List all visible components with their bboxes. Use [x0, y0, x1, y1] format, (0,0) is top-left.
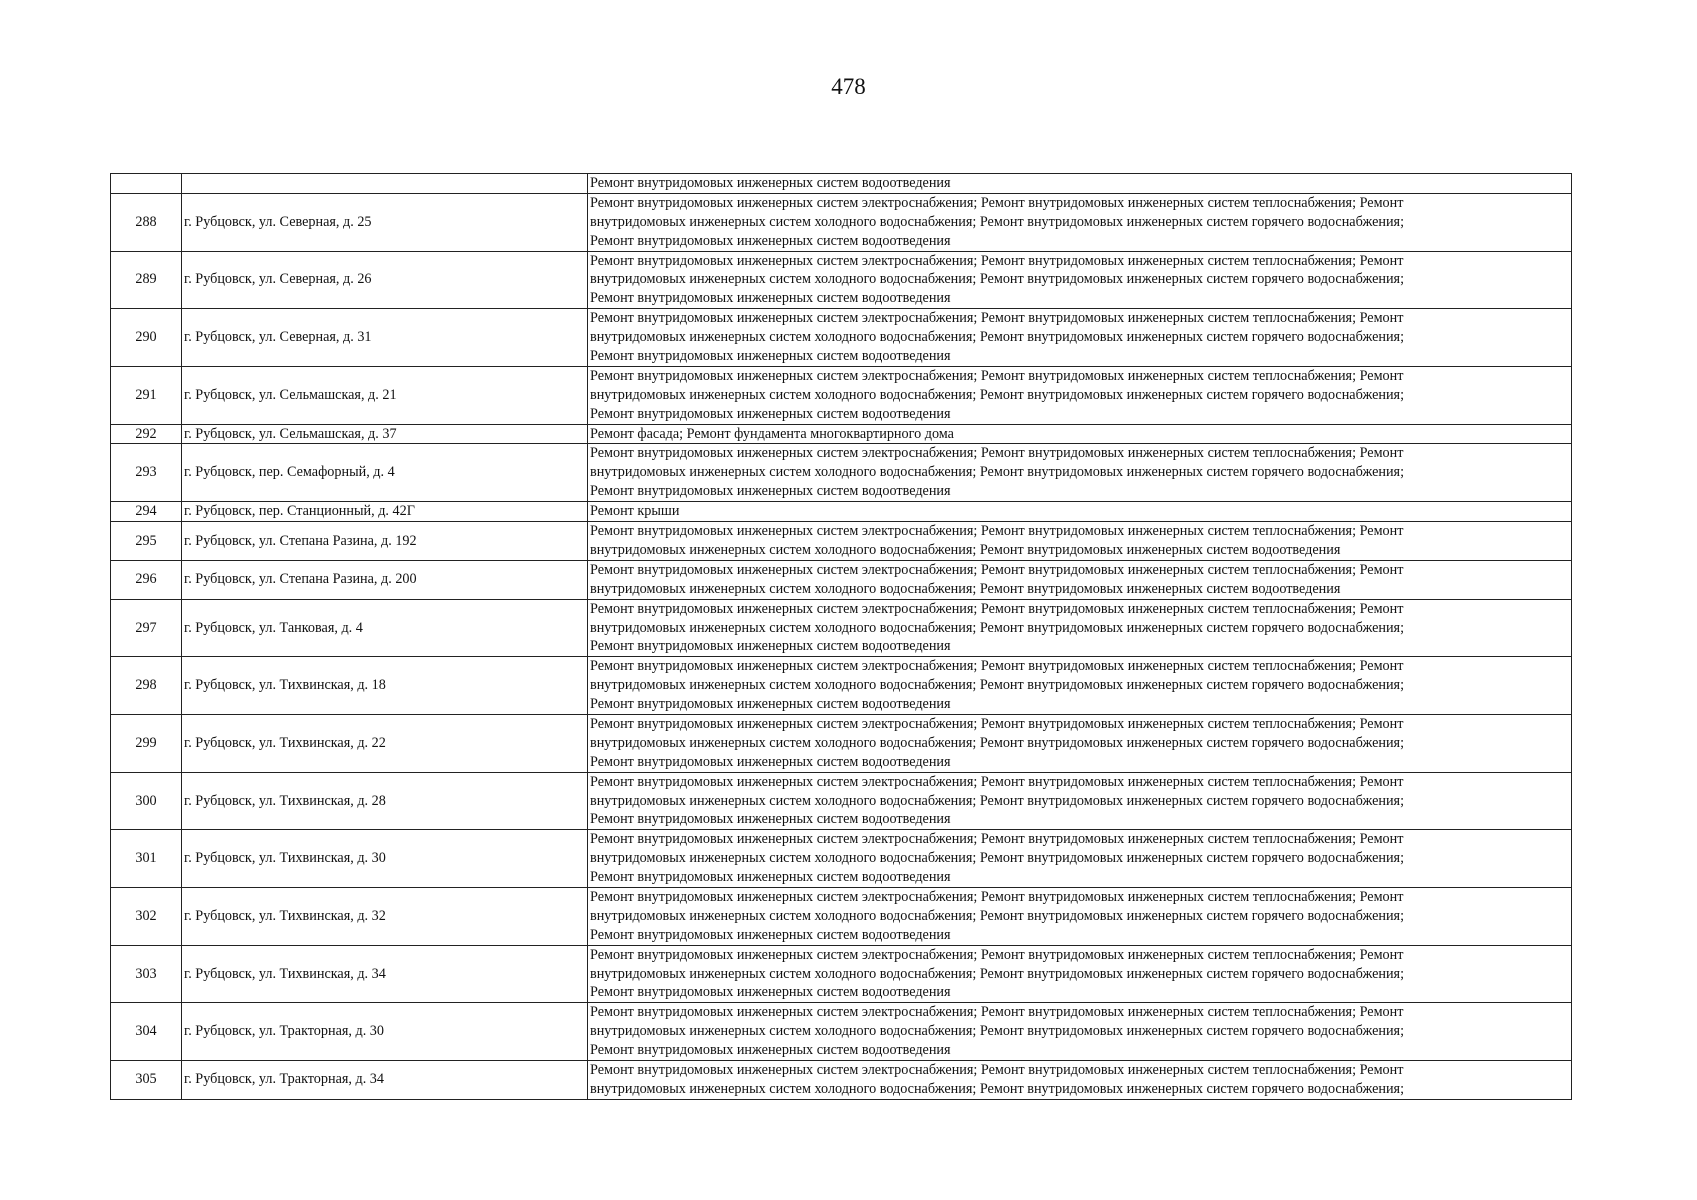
- works-cell: [588, 714, 1572, 772]
- address-cell: г. Рубцовск, ул. Танковая, д. 4: [182, 599, 588, 657]
- work-description-line: Ремонт внутридомовых инженерных систем электроснабжения; Ремонт внутридомовых инженерных систем теплоснабжения; Ремонт: [590, 1062, 1404, 1078]
- address-cell: г. Рубцовск, ул. Степана Разина, д. 192: [182, 522, 588, 561]
- work-description-line: Ремонт внутридомовых инженерных систем водоотведения: [590, 869, 951, 886]
- work-description-line: Ремонт внутридомовых инженерных систем водоотведения: [590, 638, 951, 655]
- table-row: [111, 1061, 1572, 1100]
- table-row: [111, 599, 1572, 657]
- work-description-line: внутридомовых инженерных систем холодного водоснабжения; Ремонт внутридомовых инженерных систем горячего водоснабжения;: [590, 619, 1405, 636]
- table-row: [111, 772, 1572, 830]
- row-number-cell: 298: [111, 657, 182, 715]
- address-cell: г. Рубцовск, ул. Тихвинская, д. 30: [182, 830, 588, 888]
- table-row: [111, 174, 1572, 194]
- page-number: 478: [831, 74, 866, 99]
- work-description-line: внутридомовых инженерных систем холодного водоснабжения; Ремонт внутридомовых инженерных систем горячего водоснабжения;: [590, 965, 1405, 982]
- table-row: [111, 1003, 1572, 1061]
- address-cell: г. Рубцовск, ул. Сельмашская, д. 21: [182, 366, 588, 424]
- work-description-line: внутридомовых инженерных систем холодного водоснабжения; Ремонт внутридомовых инженерных систем горячего водоснабжения;: [590, 734, 1405, 751]
- row-number-cell: 288: [111, 193, 182, 251]
- work-description-line: Ремонт внутридомовых инженерных систем водоотведения: [590, 290, 951, 307]
- work-description-line: Ремонт внутридомовых инженерных систем электроснабжения; Ремонт внутридомовых инженерных систем теплоснабжения; Ремонт: [590, 831, 1404, 848]
- works-cell: [588, 502, 1572, 522]
- works-cell: [588, 1061, 1572, 1100]
- work-description-line: Ремонт внутридомовых инженерных систем электроснабжения; Ремонт внутридомовых инженерных систем теплоснабжения; Ремонт: [590, 1004, 1404, 1021]
- work-description-line: Ремонт фасада; Ремонт фундамента многоквартирного дома: [590, 425, 954, 442]
- row-number-cell: 294: [111, 502, 182, 522]
- works-cell: [588, 945, 1572, 1003]
- work-description-line: внутридомовых инженерных систем холодного водоснабжения; Ремонт внутридомовых инженерных систем горячего водоснабжения;: [590, 850, 1405, 867]
- row-number-cell: 291: [111, 366, 182, 424]
- works-cell: [588, 193, 1572, 251]
- work-description-line: внутридомовых инженерных систем холодного водоснабжения; Ремонт внутридомовых инженерных систем горячего водоснабжения;: [590, 329, 1405, 346]
- work-description-line: Ремонт внутридомовых инженерных систем электроснабжения; Ремонт внутридомовых инженерных систем теплоснабжения; Ремонт: [590, 658, 1404, 675]
- row-number-cell: 296: [111, 560, 182, 599]
- work-description-line: Ремонт внутридомовых инженерных систем водоотведения: [590, 348, 951, 365]
- work-description-line: Ремонт внутридомовых инженерных систем электроснабжения; Ремонт внутридомовых инженерных систем теплоснабжения; Ремонт: [590, 252, 1404, 269]
- works-cell: [588, 560, 1572, 599]
- address-cell: г. Рубцовск, пер. Станционный, д. 42Г: [182, 502, 588, 522]
- work-description-line: Ремонт крыши: [590, 503, 680, 520]
- row-number-cell: 303: [111, 945, 182, 1003]
- work-description-line: внутридомовых инженерных систем холодного водоснабжения; Ремонт внутридомовых инженерных систем горячего водоснабжения;: [590, 792, 1405, 809]
- row-number-cell: 289: [111, 251, 182, 309]
- work-description-line: Ремонт внутридомовых инженерных систем водоотведения: [590, 175, 951, 191]
- works-cell: [588, 1003, 1572, 1061]
- work-description-line: внутридомовых инженерных систем холодного водоснабжения; Ремонт внутридомовых инженерных систем горячего водоснабжения;: [590, 1023, 1405, 1040]
- table-row: [111, 945, 1572, 1003]
- address-cell: г. Рубцовск, ул. Северная, д. 31: [182, 309, 588, 367]
- works-cell: [588, 309, 1572, 367]
- row-number-cell: 299: [111, 714, 182, 772]
- address-cell: г. Рубцовск, ул. Тихвинская, д. 22: [182, 714, 588, 772]
- work-description-line: внутридомовых инженерных систем холодного водоснабжения; Ремонт внутридомовых инженерных систем водоотведения: [590, 580, 1341, 597]
- works-cell: [588, 251, 1572, 309]
- work-description-line: Ремонт внутридомовых инженерных систем водоотведения: [590, 1042, 951, 1059]
- address-cell: [182, 174, 588, 194]
- table-row: [111, 366, 1572, 424]
- row-number-cell: 304: [111, 1003, 182, 1061]
- works-cell: [588, 887, 1572, 945]
- works-cell: [588, 444, 1572, 502]
- work-description-line: Ремонт внутридомовых инженерных систем электроснабжения; Ремонт внутридомовых инженерных систем теплоснабжения; Ремонт: [590, 445, 1404, 462]
- works-cell: [588, 772, 1572, 830]
- work-description-line: Ремонт внутридомовых инженерных систем электроснабжения; Ремонт внутридомовых инженерных систем теплоснабжения; Ремонт: [590, 367, 1404, 384]
- address-cell: г. Рубцовск, ул. Степана Разина, д. 200: [182, 560, 588, 599]
- work-description-line: Ремонт внутридомовых инженерных систем водоотведения: [590, 483, 951, 500]
- row-number-cell: 290: [111, 309, 182, 367]
- works-cell: [588, 424, 1572, 444]
- table-row: [111, 444, 1572, 502]
- work-description-line: Ремонт внутридомовых инженерных систем электроснабжения; Ремонт внутридомовых инженерных систем теплоснабжения; Ремонт: [590, 600, 1404, 617]
- work-description-line: Ремонт внутридомовых инженерных систем водоотведения: [590, 696, 951, 713]
- address-cell: г. Рубцовск, ул. Сельмашская, д. 37: [182, 424, 588, 444]
- works-cell: [588, 366, 1572, 424]
- address-cell: г. Рубцовск, ул. Тихвинская, д. 32: [182, 887, 588, 945]
- table-row: [111, 193, 1572, 251]
- work-description-line: внутридомовых инженерных систем холодного водоснабжения; Ремонт внутридомовых инженерных систем горячего водоснабжения;: [590, 907, 1405, 924]
- work-description-line: Ремонт внутридомовых инженерных систем электроснабжения; Ремонт внутридомовых инженерных систем теплоснабжения; Ремонт: [590, 523, 1404, 540]
- address-cell: г. Рубцовск, ул. Северная, д. 25: [182, 193, 588, 251]
- row-number-cell: 301: [111, 830, 182, 888]
- work-description-line: Ремонт внутридомовых инженерных систем электроснабжения; Ремонт внутридомовых инженерных систем теплоснабжения; Ремонт: [590, 715, 1404, 732]
- address-cell: г. Рубцовск, ул. Тихвинская, д. 28: [182, 772, 588, 830]
- address-cell: г. Рубцовск, ул. Северная, д. 26: [182, 251, 588, 309]
- work-description-line: Ремонт внутридомовых инженерных систем водоотведения: [590, 232, 951, 249]
- row-number-cell: 293: [111, 444, 182, 502]
- work-description-line: Ремонт внутридомовых инженерных систем водоотведения: [590, 811, 951, 828]
- work-description-line: Ремонт внутридомовых инженерных систем электроснабжения; Ремонт внутридомовых инженерных систем теплоснабжения; Ремонт: [590, 561, 1404, 578]
- work-description-line: Ремонт внутридомовых инженерных систем электроснабжения; Ремонт внутридомовых инженерных систем теплоснабжения; Ремонт: [590, 773, 1404, 790]
- row-number-cell: 300: [111, 772, 182, 830]
- work-description-line: внутридомовых инженерных систем холодного водоснабжения; Ремонт внутридомовых инженерных систем горячего водоснабжения;: [590, 464, 1405, 481]
- work-description-line: внутридомовых инженерных систем холодного водоснабжения; Ремонт внутридомовых инженерных систем горячего водоснабжения;: [590, 386, 1405, 403]
- table-row: [111, 502, 1572, 522]
- works-cell: [588, 599, 1572, 657]
- work-description-line: Ремонт внутридомовых инженерных систем водоотведения: [590, 926, 951, 943]
- works-cell: [588, 174, 1572, 194]
- row-number-cell: 305: [111, 1061, 182, 1100]
- table-row: [111, 424, 1572, 444]
- work-description-line: Ремонт внутридомовых инженерных систем электроснабжения; Ремонт внутридомовых инженерных систем теплоснабжения; Ремонт: [590, 946, 1404, 963]
- work-description-line: Ремонт внутридомовых инженерных систем водоотведения: [590, 984, 951, 1001]
- works-cell: [588, 830, 1572, 888]
- work-description-line: внутридомовых инженерных систем холодного водоснабжения; Ремонт внутридомовых инженерных систем горячего водоснабжения;: [590, 677, 1405, 694]
- table-row: [111, 830, 1572, 888]
- table-row: [111, 251, 1572, 309]
- work-description-line: Ремонт внутридомовых инженерных систем электроснабжения; Ремонт внутридомовых инженерных систем теплоснабжения; Ремонт: [590, 310, 1404, 327]
- repair-works-table: [110, 173, 1572, 1100]
- row-number-cell: 297: [111, 599, 182, 657]
- row-number-cell: 302: [111, 887, 182, 945]
- work-description-line: Ремонт внутридомовых инженерных систем электроснабжения; Ремонт внутридомовых инженерных систем теплоснабжения; Ремонт: [590, 194, 1404, 211]
- row-number-cell: 292: [111, 424, 182, 444]
- address-cell: г. Рубцовск, ул. Тракторная, д. 30: [182, 1003, 588, 1061]
- work-description-line: Ремонт внутридомовых инженерных систем водоотведения: [590, 753, 951, 770]
- table-row: [111, 309, 1572, 367]
- work-description-line: Ремонт внутридомовых инженерных систем водоотведения: [590, 405, 951, 422]
- table-body: [111, 174, 1572, 1100]
- work-description-line: внутридомовых инженерных систем холодного водоснабжения; Ремонт внутридомовых инженерных систем водоотведения: [590, 541, 1341, 558]
- work-description-line: внутридомовых инженерных систем холодного водоснабжения; Ремонт внутридомовых инженерных систем горячего водоснабжения;: [590, 213, 1405, 230]
- works-cell: [588, 657, 1572, 715]
- work-description-line: Ремонт внутридомовых инженерных систем электроснабжения; Ремонт внутридомовых инженерных систем теплоснабжения; Ремонт: [590, 888, 1404, 905]
- address-cell: г. Рубцовск, пер. Семафорный, д. 4: [182, 444, 588, 502]
- table-row: [111, 657, 1572, 715]
- row-number-cell: 295: [111, 522, 182, 561]
- row-number-cell: [111, 174, 182, 194]
- table-row: [111, 560, 1572, 599]
- works-cell: [588, 522, 1572, 561]
- table-row: [111, 522, 1572, 561]
- table-row: [111, 714, 1572, 772]
- work-description-line: внутридомовых инженерных систем холодного водоснабжения; Ремонт внутридомовых инженерных систем горячего водоснабжения;: [590, 1080, 1405, 1097]
- address-cell: г. Рубцовск, ул. Тихвинская, д. 18: [182, 657, 588, 715]
- address-cell: г. Рубцовск, ул. Тихвинская, д. 34: [182, 945, 588, 1003]
- work-description-line: внутридомовых инженерных систем холодного водоснабжения; Ремонт внутридомовых инженерных систем горячего водоснабжения;: [590, 271, 1405, 288]
- address-cell: г. Рубцовск, ул. Тракторная, д. 34: [182, 1061, 588, 1100]
- table-row: [111, 887, 1572, 945]
